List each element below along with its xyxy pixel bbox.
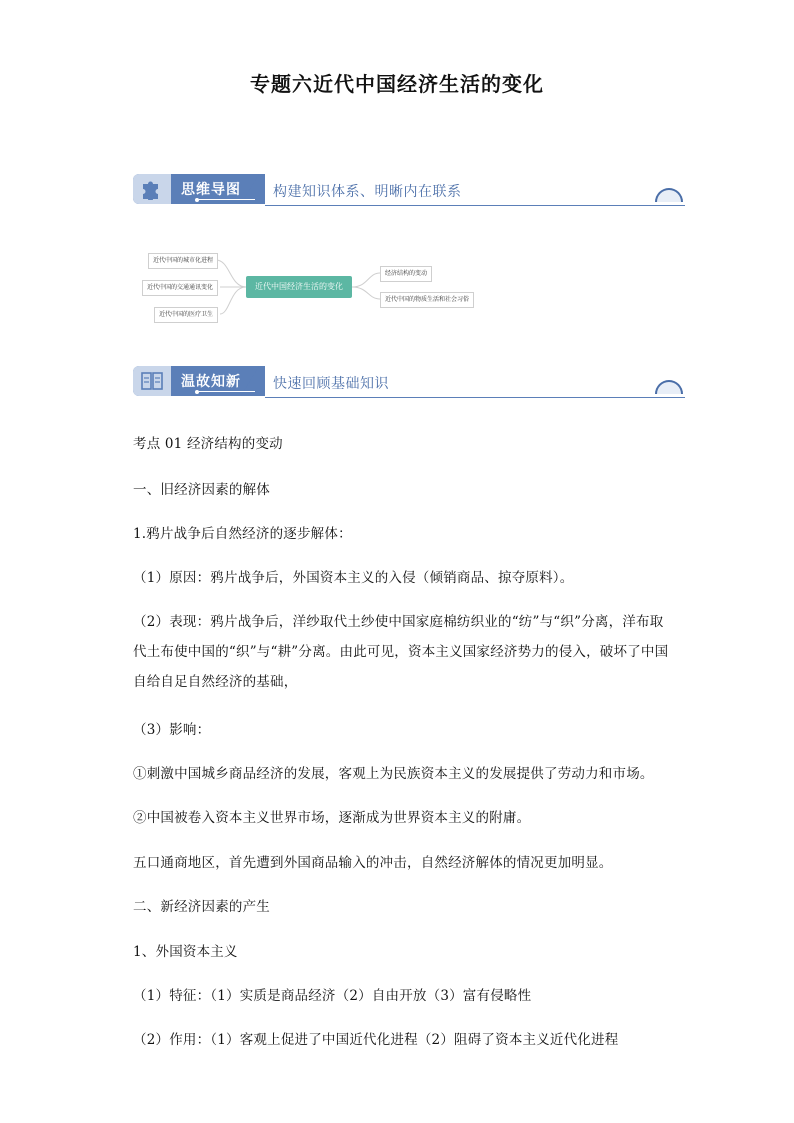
- paragraph: （2）作用：（1）客观上促进了中国近代化进程（2）阻碍了资本主义近代化进程: [133, 1032, 619, 1048]
- mind-map-node: 经济结构的变动: [380, 266, 432, 282]
- section-banner-mindmap: [133, 172, 685, 208]
- banner-subtitle: 构建知识体系、明晰内在联系: [273, 184, 462, 200]
- paragraph: （2）表现：鸦片战争后，洋纱取代土纱使中国家庭棉纺织业的“纺”与“织”分离，洋布取代土布使中国的“织”与“耕”分离。由此可见，资本主义国家经济势力的侵入，破坏了中国自给自足自然经济的基础，: [133, 614, 669, 690]
- mind-map-node: 近代中国的交通通讯变化: [142, 280, 218, 296]
- mind-map-node: 近代中国的物质生活和社会习俗: [380, 292, 474, 308]
- paragraph: （3）影响：: [133, 722, 211, 738]
- paragraph: 1.鸦片战争后自然经济的逐步解体：: [133, 526, 352, 542]
- puzzle-icon: [140, 178, 164, 200]
- mind-map: [140, 246, 480, 326]
- paragraph: 二、新经济因素的产生: [133, 899, 270, 915]
- paragraph: 一、旧经济因素的解体: [133, 482, 270, 498]
- paragraph: ①刺激中国城乡商品经济的发展，客观上为民族资本主义的发展提供了劳动力和市场。: [133, 766, 654, 782]
- semicircle-ornament: [655, 380, 683, 394]
- document-title: 专题六近代中国经济生活的变化: [250, 72, 544, 96]
- mind-map-node: 近代中国的医疗卫生: [154, 307, 218, 323]
- paragraph: 1、外国资本主义: [133, 944, 238, 960]
- paragraph: （1）特征：（1）实质是商品经济（2）自由开放（3）富有侵略性: [133, 988, 532, 1004]
- mind-map-center: 近代中国经济生活的变化: [246, 276, 352, 298]
- semicircle-ornament: [655, 188, 683, 202]
- section-heading: 考点 01 经济结构的变动: [133, 436, 283, 452]
- book-icon: [140, 370, 164, 392]
- paragraph: ②中国被卷入资本主义世界市场，逐渐成为世界资本主义的附庸。: [133, 810, 531, 826]
- paragraph: （1）原因：鸦片战争后，外国资本主义的入侵（倾销商品、掠夺原料）。: [133, 570, 574, 586]
- paragraph: 五口通商地区，首先遭到外国商品输入的冲击，自然经济解体的情况更加明显。: [133, 855, 613, 871]
- banner-label: 思维导图: [181, 182, 241, 198]
- mind-map-node: 近代中国的城市化进程: [148, 253, 218, 269]
- banner-subtitle: 快速回顾基础知识: [273, 376, 389, 392]
- section-banner-review: [133, 364, 685, 400]
- banner-label: 温故知新: [181, 374, 241, 390]
